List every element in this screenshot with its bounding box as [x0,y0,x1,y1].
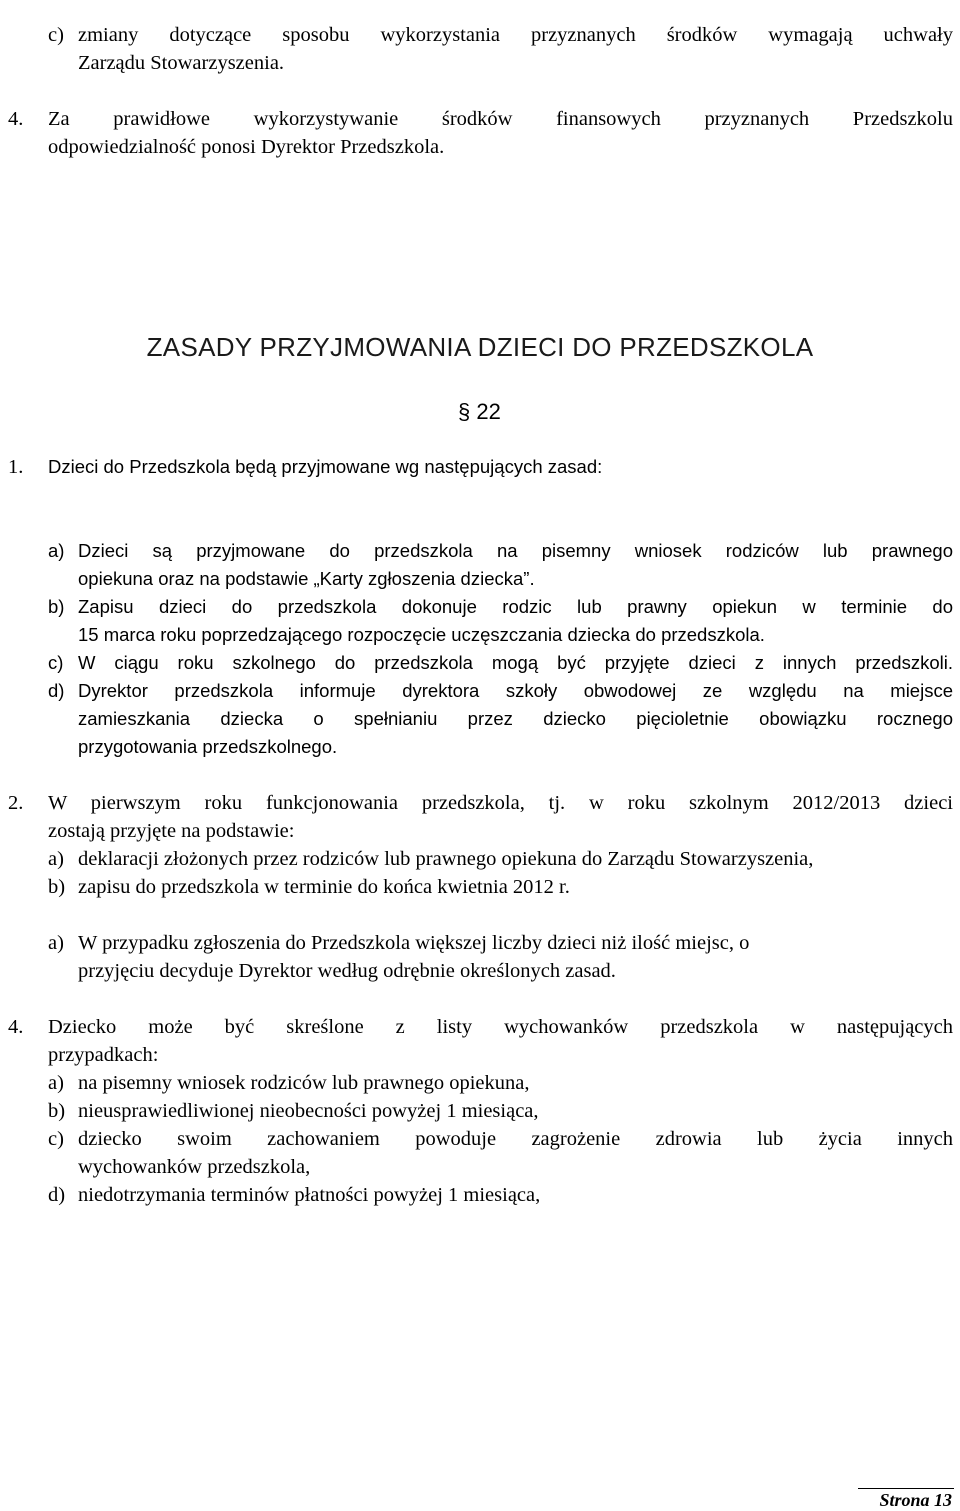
p4-line2: przypadkach: [48,1044,159,1066]
intro-p4-line2: odpowiedzialność ponosi Dyrektor Przedszkola. [48,136,445,158]
p1-d-line3: przygotowania przedszkolnego. [78,736,338,757]
p1-a-label: a) [48,540,65,561]
p1-a-line1: Dzieci są przyjmowane do przedszkola na pisemny wniosek rodziców lub prawnego [78,540,953,561]
p3-a-label: a) [48,932,64,954]
p2-line2: zostają przyjęte na podstawie: [48,820,295,842]
p4-d-line1: niedotrzymania terminów płatności powyżej 1 miesiąca, [78,1184,541,1206]
section-heading: ZASADY PRZYJMOWANIA DZIECI DO PRZEDSZKOLA [146,332,814,362]
p1-c-line1: W ciągu roku szkolnego do przedszkola mogą być przyjęte dzieci z innych przedszkoli. [78,652,953,673]
p1-c-label: c) [48,652,64,673]
p4-label: 4. [8,1016,24,1038]
p2-b-label: b) [48,876,66,898]
p4-a-label: a) [48,1072,64,1094]
paragraph-mark: § 22 [458,399,501,424]
p4-d-label: d) [48,1184,66,1206]
p4-b-line1: nieusprawiedliwionej nieobecności powyżej 1 miesiąca, [78,1100,539,1122]
p4-b-label: b) [48,1100,66,1122]
p1-d-line2: zamieszkania dziecka o spełnianiu przez dziecko pięcioletnie obowiązku rocznego [78,708,953,729]
p4-c-label: c) [48,1128,64,1150]
p1-b-label: b) [48,596,65,617]
intro-c-line1: zmiany dotyczące sposobu wykorzystania przyznanych środków wymagają uchwały [78,24,953,46]
p1-label: 1. [8,456,24,478]
p1-b-line2: 15 marca roku poprzedzającego rozpoczęcie uczęszczania dziecka do przedszkola. [78,624,765,645]
p2-a-line1: deklaracji złożonych przez rodziców lub prawnego opiekuna do Zarządu Stowarzyszenia, [78,848,814,870]
p1-a-line2: opiekuna oraz na podstawie „Karty zgłoszenia dziecka”. [78,568,535,589]
p4-a-line1: na pisemny wniosek rodziców lub prawnego opiekuna, [78,1072,530,1094]
p4-line1: Dziecko może być skreślone z listy wychowanków przedszkola w następujących [48,1016,953,1038]
intro-c-line2: Zarządu Stowarzyszenia. [78,52,285,74]
p3-a-line1: W przypadku zgłoszenia do Przedszkola większej liczby dzieci niż ilość miejsc, o [78,932,750,954]
page-number: Strona 13 [879,1490,952,1510]
p2-line1: W pierwszym roku funkcjonowania przedszkola, tj. w roku szkolnym 2012/2013 dzieci [48,792,953,814]
intro-p4-label: 4. [8,108,24,130]
p1-d-line1: Dyrektor przedszkola informuje dyrektora szkoły obwodowej ze względu na miejsce [78,680,953,701]
p1-d-label: d) [48,680,65,701]
intro-c-label: c) [48,24,64,46]
p1-text: Dzieci do Przedszkola będą przyjmowane wg następujących zasad: [48,456,603,477]
p4-c-line2: wychowanków przedszkola, [78,1156,311,1178]
p3-a-line2: przyjęciu decyduje Dyrektor według odrębnie określonych zasad. [78,960,616,982]
p2-label: 2. [8,792,24,814]
p4-c-line1: dziecko swoim zachowaniem powoduje zagrożenie zdrowia lub życia innych [78,1128,953,1150]
p1-b-line1: Zapisu dzieci do przedszkola dokonuje rodzic lub prawny opiekun w terminie do [78,596,953,617]
p2-b-line1: zapisu do przedszkola w terminie do końca kwietnia 2012 r. [78,876,570,898]
intro-p4-line1: Za prawidłowe wykorzystywanie środków finansowych przyznanych Przedszkolu [48,108,953,130]
p2-a-label: a) [48,848,64,870]
